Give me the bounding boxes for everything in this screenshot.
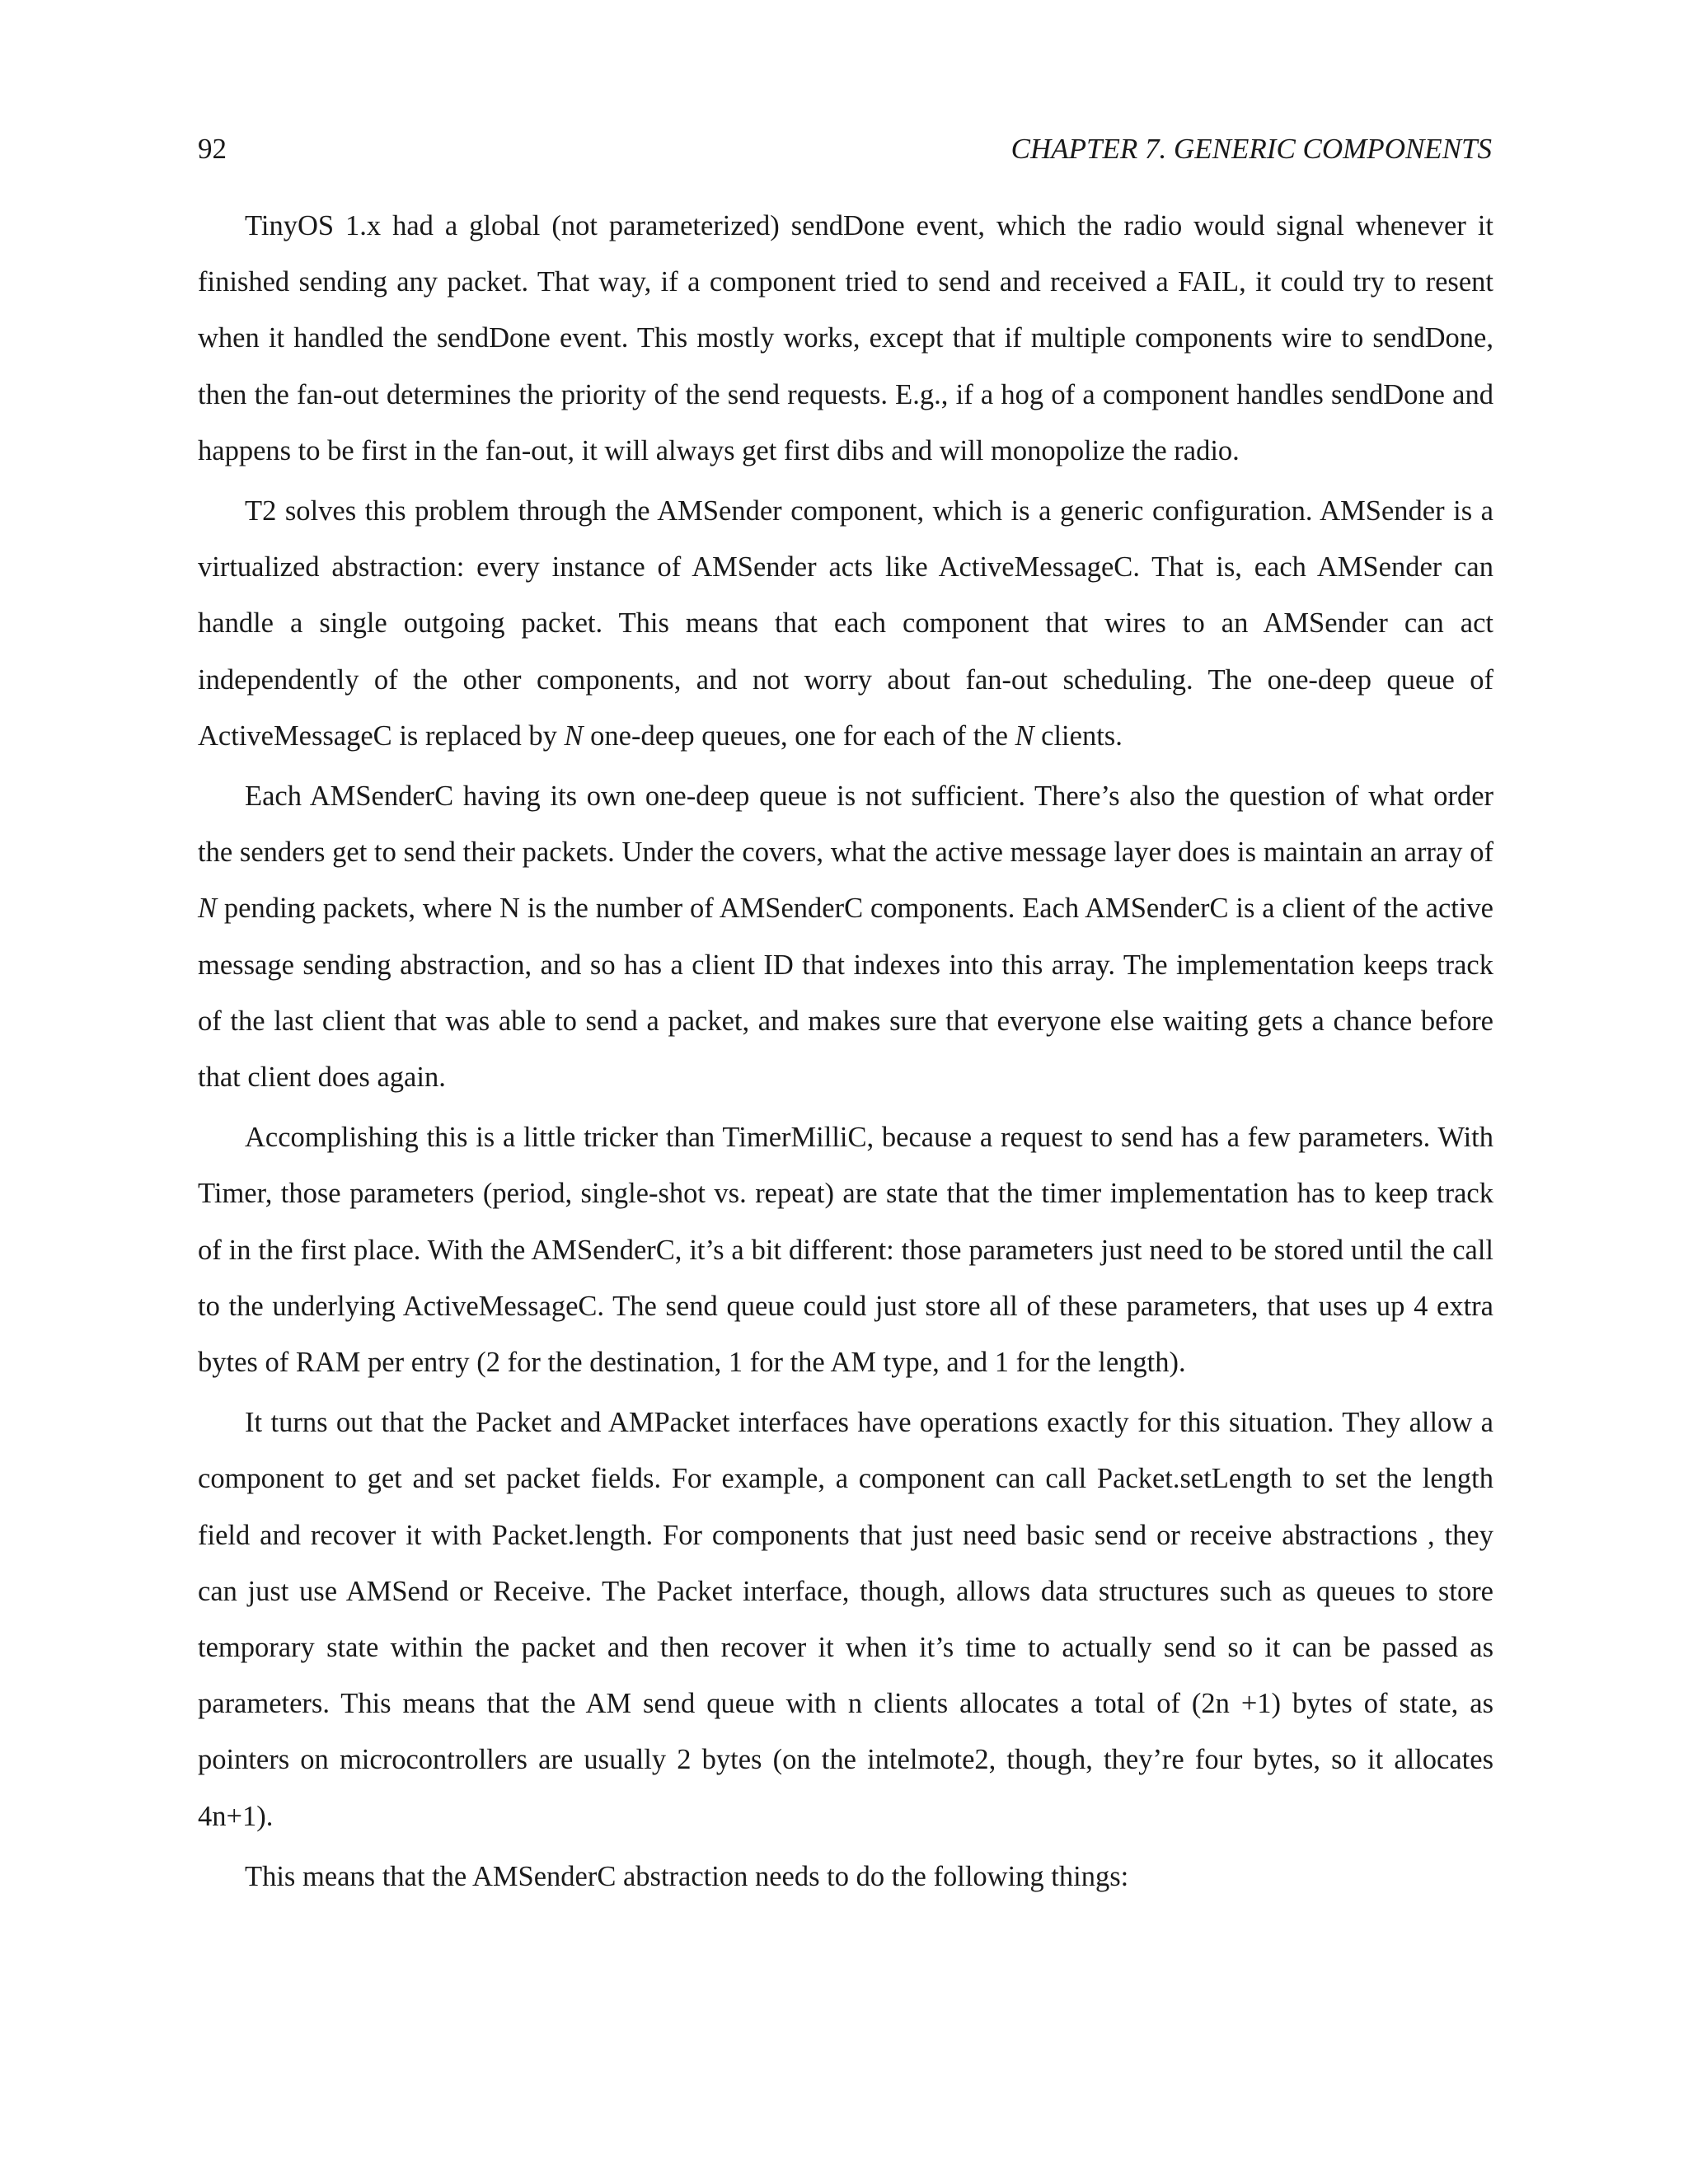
paragraph-3-text-a: Each AMSenderC having its own one-deep queue is not sufficient. There’s also the question of what order the senders get to send their packets. Under the covers, what the active message layer does is maintain an array of	[198, 780, 1493, 869]
math-variable-n: N	[198, 893, 218, 925]
paragraph-2	[198, 483, 1493, 764]
paragraph-4: Accomplishing this is a little tricker than TimerMilliC, because a request to send has a few parameters. With Timer, those parameters (period, single-shot vs. repeat) are state that the timer implementation has to keep track of in the first place. With the AMSenderC, it’s a bit different: those parameters just need to be stored until the call to the underlying ActiveMessageC. The send queue could just store all of these parameters, that uses up 4 extra bytes of RAM per entry (2 for the destination, 1 for the AM type, and 1 for the length).	[198, 1122, 1493, 1379]
page-number: 92	[198, 133, 227, 165]
math-variable-n: N	[1015, 719, 1034, 752]
paragraph-5: It turns out that the Packet and AMPacket interfaces have operations exactly for this situation. They allow a component to get and set packet fields. For example, a component can call Packet.setLength to set the length field and recover it with Packet.length. For components that just need basic send or receive abstractions , they can just use AMSend or Receive. The Packet interface, though, allows data structures such as queues to store temporary state within the packet and then recover it when it’s time to actually send so it can be passed as parameters. This means that the AM send queue with n clients allocates a total of (2n +1) bytes of state, as pointers on microcontrollers are usually 2 bytes (on the intelmote2, though, they’re four bytes, so it allocates 4n+1).	[198, 1407, 1493, 1832]
paragraph-2-text-c: clients.	[1034, 719, 1123, 752]
math-variable-n: N	[564, 719, 584, 752]
running-head	[198, 129, 1492, 170]
paragraph-1: TinyOS 1.x had a global (not parameterized) sendDone event, which the radio would signal whenever it finished sending any packet. That way, if a component tried to send and received a FAIL, it could try to resent when it handled the sendDone event. This mostly works, except that if multiple components wire to sendDone, then the fan-out determines the priority of the send requests. E.g., if a hog of a component handles sendDone and happens to be first in the fan-out, it will always get first dibs and will monopolize the radio.	[198, 210, 1493, 466]
paragraph-3	[198, 768, 1493, 1105]
paragraph-6: This means that the AMSenderC abstraction needs to do the following things:	[245, 1860, 1129, 1892]
body-text	[198, 198, 1493, 1909]
paragraph-3-text-b: pending packets, where N is the number of AMSenderC components. Each AMSenderC is a client of the active message sending abstraction, and so has a client ID that indexes into this array. The implementation keeps track of the last client that was able to send a packet, and makes sure that everyone else waiting gets a chance before that client does again.	[198, 893, 1493, 1094]
chapter-title: CHAPTER 7. GENERIC COMPONENTS	[1010, 133, 1492, 165]
paragraph-2-text-a: T2 solves this problem through the AMSender component, which is a generic configuration. AMSender is a virtualized abstraction: every instance of AMSender acts like ActiveMessageC. That is, each AMSender can handle a single outgoing packet. This means that each component that wires to an AMSender can act independently of the other components, and not worry about fan-out scheduling. The one-deep queue of ActiveMessageC is replaced by	[198, 495, 1493, 752]
paragraph-2-text-b: one-deep queues, one for each of the	[583, 719, 1015, 752]
